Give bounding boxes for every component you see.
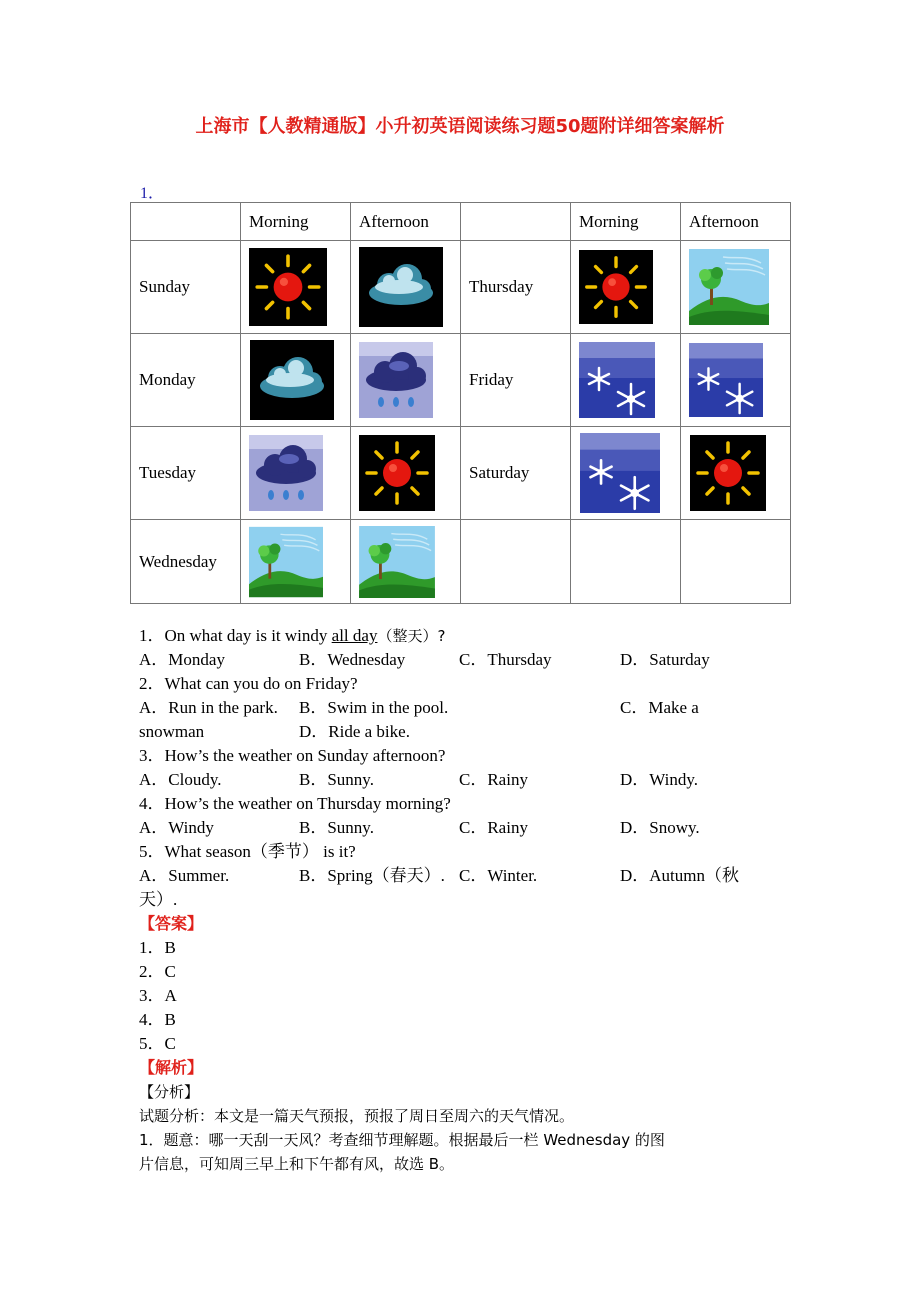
option-c: C．Rainy — [459, 818, 528, 837]
option-d: D．Ride a bike. — [299, 722, 410, 741]
document-title: 上海市【人教精通版】小升初英语阅读练习题50题附详细答案解析 — [195, 116, 725, 137]
option-d-continued: 天）. — [139, 890, 178, 909]
weather-cell — [681, 427, 791, 520]
weather-cell — [241, 334, 351, 427]
option-b: B．Wednesday — [299, 650, 406, 669]
rainy-icon — [359, 342, 433, 418]
weather-cell — [571, 427, 681, 520]
answer-line: 3．A — [139, 986, 177, 1005]
question-stem: 3．How’s the weather on Sunday afternoon? — [139, 746, 446, 765]
sunny-icon — [579, 250, 653, 324]
option-b: B．Sunny. — [299, 818, 374, 837]
answer-heading: 【答案】 — [139, 914, 204, 933]
windy-icon — [249, 526, 323, 598]
analysis-text: 片信息，可知周三早上和下午都有风，故选 B。 — [139, 1155, 455, 1173]
option-b: B．Sunny. — [299, 770, 374, 789]
answer-line: 2．C — [139, 962, 176, 981]
weather-cell — [241, 427, 351, 520]
day-cell — [461, 520, 571, 604]
cloudy-icon — [359, 247, 443, 327]
rainy-icon — [249, 435, 323, 511]
header-cell: Afternoon — [681, 203, 791, 241]
windy-icon — [689, 249, 769, 325]
option-b: B．Swim in the pool. — [299, 698, 449, 717]
q1-stem-underlined: all day — [331, 626, 378, 645]
snowy-icon — [689, 343, 763, 417]
header-cell: Morning — [241, 203, 351, 241]
analysis-text: 试题分析：本文是一篇天气预报，预报了周日至周六的天气情况。 — [139, 1107, 575, 1125]
weather-cell — [571, 334, 681, 427]
q1-stem: 1．On what day is it windy — [139, 626, 332, 645]
option-c: C．Winter. — [459, 866, 538, 885]
answer-line: 4．B — [139, 1010, 176, 1029]
weather-cell — [351, 334, 461, 427]
cloudy-icon — [249, 340, 335, 420]
weather-cell — [351, 520, 461, 604]
sunny-icon — [359, 435, 435, 511]
day-cell: Monday — [131, 334, 241, 427]
table-row — [131, 520, 791, 604]
option-c: C．Thursday — [459, 650, 552, 669]
sunny-icon — [249, 248, 327, 326]
question-block — [139, 624, 779, 1176]
option-row — [139, 696, 779, 720]
option-row — [139, 720, 779, 744]
option-c-continued: snowman — [139, 722, 205, 741]
question-stem: 2．What can you do on Friday? — [139, 674, 358, 693]
analysis-subheading: 【分析】 — [139, 1083, 200, 1101]
sunny-icon — [689, 435, 767, 511]
table-header-row — [131, 203, 791, 241]
option-d: D．Snowy. — [620, 818, 700, 837]
option-c: C．Make a — [620, 698, 699, 717]
option-d: D．Autumn（秋 — [620, 866, 739, 885]
header-cell: Afternoon — [351, 203, 461, 241]
analysis-text: 1．题意：哪一天刮一天风？考查细节理解题。根据最后一栏 Wednesday 的图 — [139, 1131, 665, 1149]
snowy-icon — [579, 433, 661, 513]
header-cell: Morning — [571, 203, 681, 241]
weather-cell — [241, 241, 351, 334]
option-row — [139, 768, 779, 792]
option-row — [139, 816, 779, 840]
option-d: D．Saturday — [620, 650, 710, 669]
windy-icon — [359, 526, 435, 598]
day-cell: Friday — [461, 334, 571, 427]
weather-cell — [571, 241, 681, 334]
table-row — [131, 334, 791, 427]
analysis-heading: 【解析】 — [139, 1058, 204, 1077]
header-cell — [461, 203, 571, 241]
question-stem: 5．What season（季节） is it? — [139, 842, 356, 861]
question-number: 1． — [140, 185, 165, 202]
option-a: A．Monday — [139, 650, 225, 669]
day-cell: Saturday — [461, 427, 571, 520]
option-c: C．Rainy — [459, 770, 528, 789]
weather-cell — [681, 241, 791, 334]
weather-cell — [571, 520, 681, 604]
question-stem — [139, 624, 779, 648]
option-a: A．Windy — [139, 818, 214, 837]
weather-cell — [241, 520, 351, 604]
weather-cell — [681, 334, 791, 427]
answer-line: 1．B — [139, 938, 176, 957]
option-row — [139, 648, 779, 672]
snowy-icon — [579, 342, 655, 418]
weather-cell — [351, 241, 461, 334]
header-cell — [131, 203, 241, 241]
option-a: A．Run in the park. — [139, 698, 278, 717]
day-cell: Tuesday — [131, 427, 241, 520]
q1-stem-end: （整天）? — [377, 627, 446, 645]
option-row — [139, 864, 779, 888]
table-row — [131, 241, 791, 334]
option-b: B．Spring（春天）. — [299, 866, 445, 885]
option-a: A．Summer. — [139, 866, 230, 885]
day-cell: Thursday — [461, 241, 571, 334]
table-row — [131, 427, 791, 520]
day-cell: Wednesday — [131, 520, 241, 604]
weather-cell — [681, 520, 791, 604]
day-cell: Sunday — [131, 241, 241, 334]
answer-line: 5．C — [139, 1034, 176, 1053]
weather-cell — [351, 427, 461, 520]
question-stem: 4．How’s the weather on Thursday morning? — [139, 794, 451, 813]
option-d: D．Windy. — [620, 770, 699, 789]
option-a: A．Cloudy. — [139, 770, 222, 789]
weather-table — [130, 202, 791, 604]
